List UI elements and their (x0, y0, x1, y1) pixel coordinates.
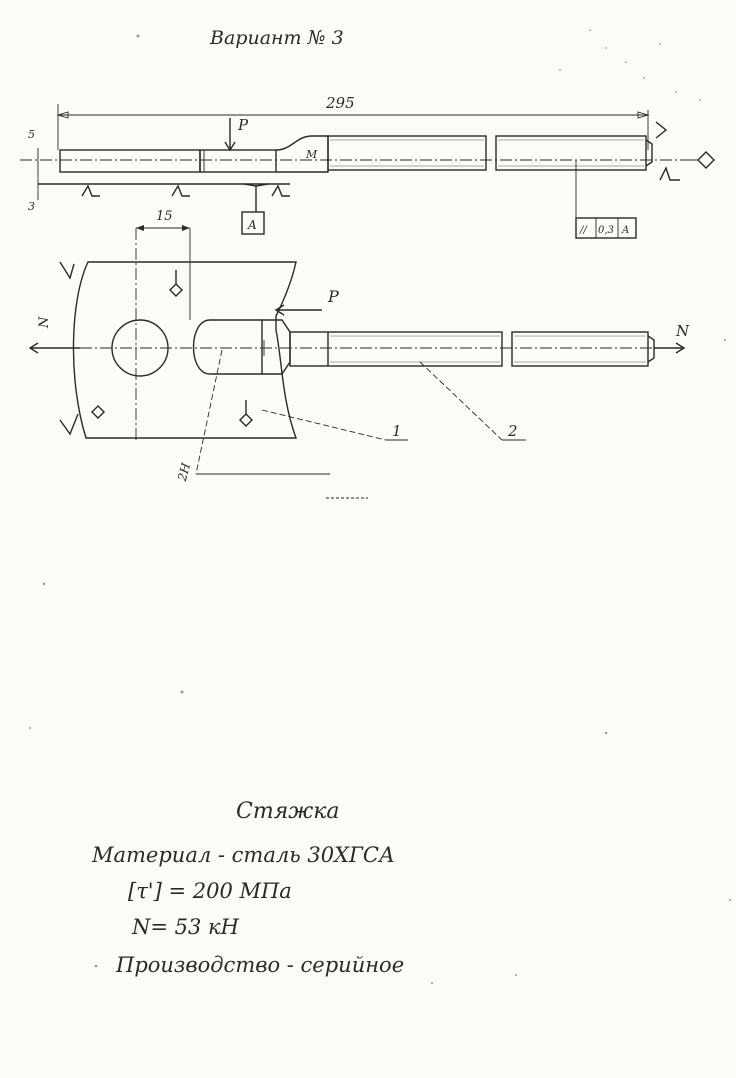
side-view (20, 94, 714, 238)
tolerance-frame-2: 0,3 (598, 225, 614, 236)
force-note: N= 53 кН (132, 915, 239, 939)
thread-mark: M (306, 148, 318, 161)
variant-title: Вариант № 3 (210, 27, 344, 49)
axial-force-left-label: N (37, 316, 52, 328)
notes-block (91, 799, 404, 977)
stress-note: [τ'] = 200 МПа (128, 879, 292, 903)
dim-15: 15 (156, 209, 173, 224)
axial-force-right-label: N (676, 322, 690, 340)
production-note: Производство - серийное (116, 953, 405, 977)
force-top-label: P (238, 116, 249, 134)
callout-1: 1 (392, 422, 402, 440)
tolerance-frame-1: // (580, 225, 587, 236)
dim-height-right: 3 (28, 200, 35, 213)
datum-box: A (248, 218, 257, 232)
tolerance-frame-3: A (622, 225, 630, 236)
material-note: Материал - сталь 30ХГСА (92, 843, 395, 867)
dim-height-left: 5 (28, 128, 35, 141)
part-title: Стяжка (236, 799, 340, 824)
callout-2: 2 (508, 422, 518, 440)
weld-mark: 2H (175, 461, 194, 483)
dim-length: 295 (326, 94, 355, 112)
force-plan-label: P (328, 287, 339, 306)
plan-view (30, 209, 690, 498)
